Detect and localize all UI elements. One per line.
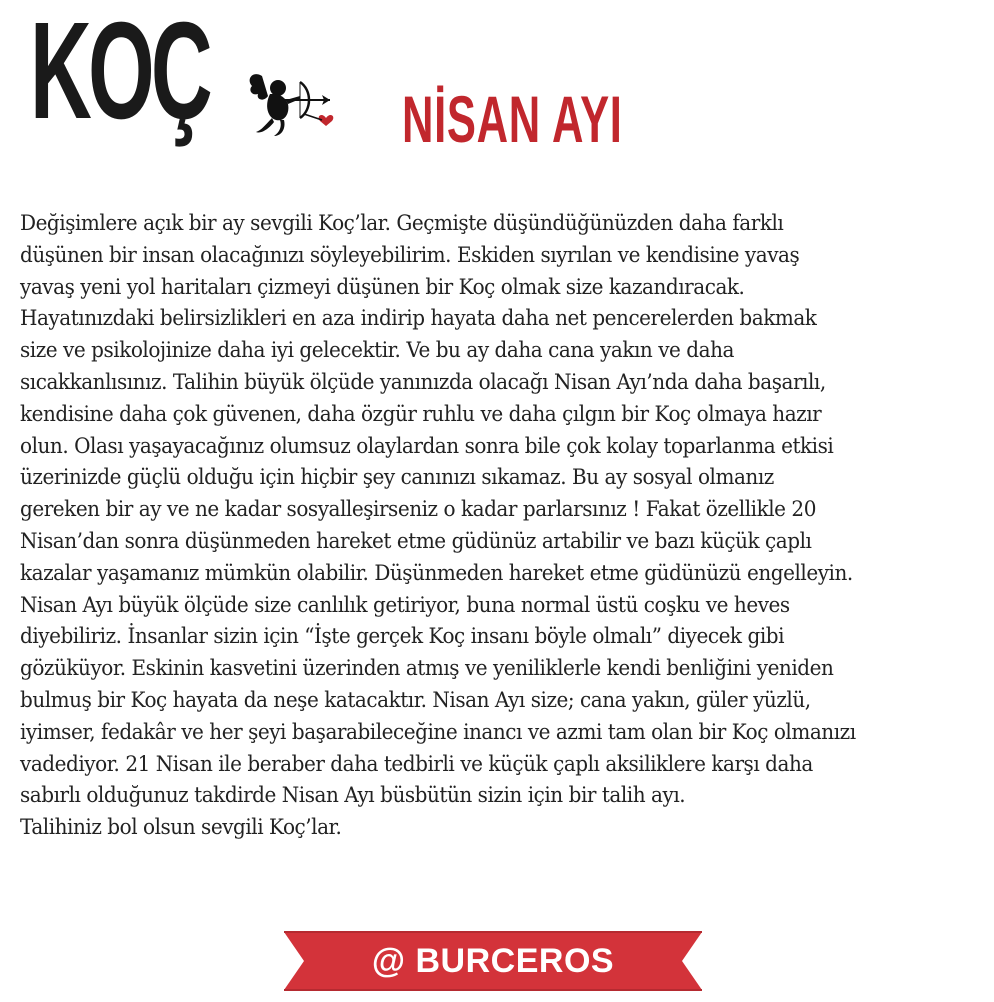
- article-body: [20, 208, 980, 844]
- text-line: Hayatınızdaki belirsizlikleri en aza indirip hayata daha net pencerelerden bakmak: [20, 306, 817, 332]
- text-line: Talihiniz bol olsun sevgili Koç’lar.: [20, 815, 342, 841]
- cupid-icon: [244, 66, 340, 138]
- text-line: düşünen bir insan olacağınızı söyleyebilirim. Eskiden sıyrılan ve kendisine yavaş: [20, 242, 800, 268]
- text-line: olun. Olası yaşayacağınız olumsuz olaylardan sonra bile çok kolay toparlanma etkisi: [20, 433, 834, 459]
- text-line: gereken bir ay ve ne kadar sosyalleşirseniz o kadar parlarsınız ! Fakat özellikle 20: [20, 497, 816, 523]
- text-line: diyebiliriz. İnsanlar sizin için “İşte gerçek Koç insanı böyle olmalı” diyecek gibi: [20, 624, 785, 650]
- text-line: vadediyor. 21 Nisan ile beraber daha tedbirli ve küçük çaplı aksiliklere karşı daha: [20, 751, 813, 777]
- text-line: Değişimlere açık bir ay sevgili Koç’lar. Geçmişte düşündüğünüzden daha farklı: [20, 211, 784, 236]
- handle-label: @ BURCEROS: [371, 942, 615, 980]
- text-line: gözüküyor. Eskinin kasvetini üzerinden atmış ve yeniliklerle kendi benliğini yeniden: [20, 656, 834, 682]
- text-line: bulmuş bir Koç hayata da neşe katacaktır. Nisan Ayı size; cana yakın, güler yüzlü,: [20, 687, 811, 713]
- text-line: kazalar yaşamanız mümkün olabilir. Düşünmeden hareket etme güdünüzü engelleyin.: [20, 560, 853, 586]
- text-line: üzerinizde güçlü olduğu için hiçbir şey canınızı sıkamaz. Bu ay sosyal olmanız: [20, 465, 774, 491]
- sign-title: KOÇ: [30, 0, 209, 148]
- text-line: Nisan Ayı büyük ölçüde size canlılık getiriyor, buna normal üstü coşku ve heves: [20, 592, 790, 618]
- text-line: sabırlı olduğunuz takdirde Nisan Ayı büsbütün sizin için bir talih ayı.: [20, 783, 686, 809]
- text-line: size ve psikolojinize daha iyi gelecektir. Ve bu ay daha cana yakın ve daha: [20, 338, 734, 364]
- text-line: yavaş yeni yol haritaları çizmeyi düşünen bir Koç olmak size kazandıracak.: [20, 274, 745, 300]
- text-line: Nisan’dan sonra düşünmeden hareket etme güdünüz artabilir ve bazı küçük çaplı: [20, 528, 812, 554]
- text-line: kendisine daha çok güvenen, daha özgür ruhlu ve daha çılgın bir Koç olmaya hazır: [20, 401, 822, 427]
- handle-banner: [284, 930, 702, 992]
- text-line: sıcakkanlısınız. Talihin büyük ölçüde yanınızda olacağı Nisan Ayı’nda daha başarılı,: [20, 369, 826, 395]
- text-line: iyimser, fedakâr ve her şeyi başarabileceğine inancı ve azmi tam olan bir Koç olmanızı: [20, 719, 856, 745]
- month-title: NİSAN AYI: [402, 82, 623, 156]
